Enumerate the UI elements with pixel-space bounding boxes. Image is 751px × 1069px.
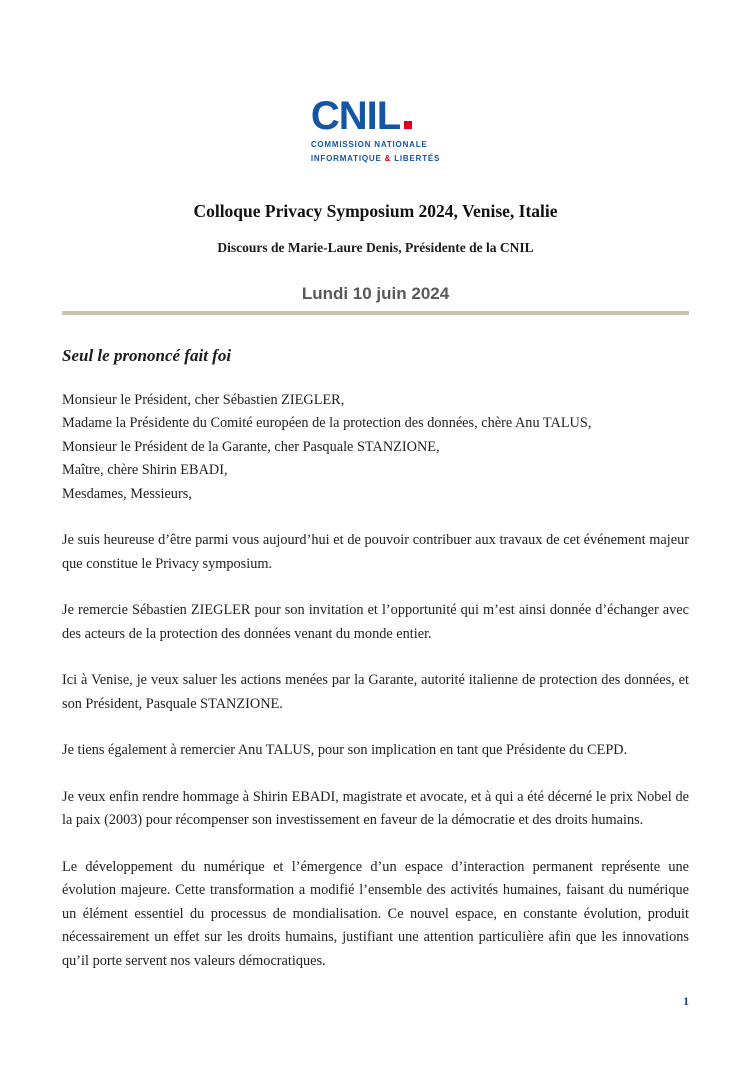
body-paragraph: Ici à Venise, je veux saluer les actions menées par la Garante, autorité italienne de protection des données, et son Président, Pasquale STANZIONE. bbox=[62, 672, 689, 712]
page-subtitle: Discours de Marie-Laure Denis, Présidente de la CNIL bbox=[217, 239, 534, 255]
salutation-line: Maître, chère Shirin EBADI, bbox=[62, 462, 228, 478]
cnil-logo bbox=[62, 96, 689, 166]
salutation-block bbox=[62, 389, 689, 507]
cnil-caption-line2 bbox=[311, 154, 440, 164]
cnil-caption-libertes: LIBERTÉS bbox=[391, 153, 441, 163]
salutation-line: Madame la Présidente du Comité européen de la protection des données, chère Anu TALUS, bbox=[62, 415, 592, 431]
page-title: Colloque Privacy Symposium 2024, Venise, Italie bbox=[193, 200, 558, 221]
page-number: 1 bbox=[683, 996, 689, 1008]
body-paragraph: Je veux enfin rendre hommage à Shirin EBADI, magistrate et avocate, et à qui a été décerné le prix Nobel de la paix (2003) pour récompenser son investissement en faveur de la démocratie et des droits humains. bbox=[62, 788, 689, 828]
cnil-logo-red-dot-icon bbox=[404, 121, 412, 129]
body-paragraph: Je suis heureuse d’être parmi vous aujourd’hui et de pouvoir contribuer aux travaux de cet événement majeur que constitue le Privacy symposium. bbox=[62, 532, 689, 572]
date-heading: Lundi 10 juin 2024 bbox=[301, 283, 450, 303]
cnil-caption-ampersand: & bbox=[384, 153, 392, 163]
body-paragraph: Je tiens également à remercier Anu TALUS, pour son implication en tant que Présidente du CEPD. bbox=[62, 742, 628, 758]
salutation-line: Monsieur le Président, cher Sébastien ZIEGLER, bbox=[62, 391, 345, 408]
speech-body bbox=[62, 518, 689, 973]
cnil-wordmark-text: CNIL bbox=[310, 94, 401, 138]
salutation-line: Monsieur le Président de la Garante, cher Pasquale STANZIONE, bbox=[62, 438, 440, 455]
body-paragraph: Le développement du numérique et l’émergence d’un espace d’interaction permanent représente une évolution majeure. Cette transformation a modifié l’ensemble des activités humaines, faisant du numérique un élément essentiel du processus de mondialisation. Ce nouvel espace, en constante évolution, produit nécessairement un effet sur les droits humains, justifiant une attention particulière afin que les innovations qu’il porte servent nos valeurs démocratiques. bbox=[62, 858, 689, 969]
date-divider bbox=[62, 311, 689, 315]
disclaimer-heading: Seul le prononcé fait foi bbox=[62, 345, 232, 365]
cnil-caption-informatique: INFORMATIQUE bbox=[310, 153, 385, 163]
cnil-caption-line1: COMMISSION NATIONALE bbox=[310, 140, 428, 149]
salutation-line: Mesdames, Messieurs, bbox=[62, 485, 192, 502]
cnil-logo-block bbox=[311, 96, 440, 163]
body-paragraph: Je remercie Sébastien ZIEGLER pour son invitation et l’opportunité qui m’est ainsi donnée d’échanger avec des acteurs de la protection des données venant du monde entier. bbox=[62, 602, 689, 642]
cnil-wordmark bbox=[311, 96, 440, 136]
